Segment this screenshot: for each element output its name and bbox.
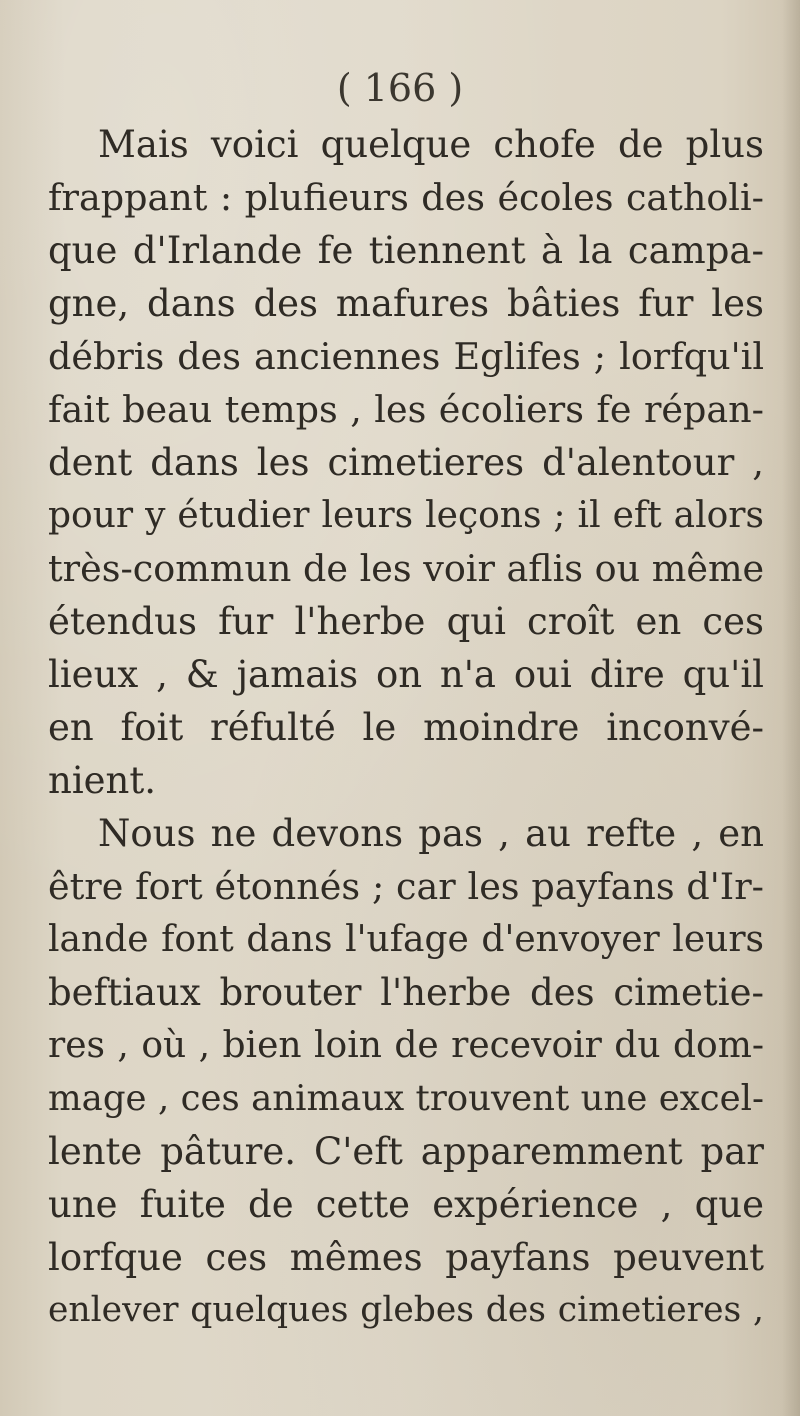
text-line: mage , ces animaux trouvent une excel-	[48, 1078, 764, 1119]
text-line: une fuite de cette expérience , que	[48, 1183, 764, 1226]
text-line: res , où , bien loin de recevoir du dom-	[48, 1025, 764, 1066]
text-line: nient.	[48, 759, 157, 802]
text-line: gne, dans des mafures bâties fur les	[48, 282, 764, 325]
body-text	[48, 118, 764, 1337]
text-line: frappant : plufieurs des écoles catholi-	[48, 176, 764, 219]
page-number: ( 166 )	[336, 66, 464, 110]
text-line: dent dans les cimetieres d'alentour ,	[48, 441, 764, 484]
text-line: débris des anciennes Eglifes ; lorfqu'il	[48, 335, 764, 378]
text-line: lieux , & jamais on n'a oui dire qu'il	[48, 653, 764, 696]
text-line: lente pâture. C'eft apparemment par	[48, 1130, 764, 1173]
text-line: lorfque ces mêmes payfans peuvent	[48, 1236, 764, 1279]
text-line: pour y étudier leurs leçons ; il eft alors	[48, 495, 764, 536]
text-line: Nous ne devons pas , au refte , en	[98, 812, 764, 855]
text-line: être fort étonnés ; car les payfans d'Ir-	[48, 865, 764, 908]
text-line: enlever quelques glebes des cimetieres ,	[48, 1290, 764, 1330]
text-line: beftiaux brouter l'herbe des cimetie-	[48, 971, 764, 1014]
text-line: en foit réfulté le moindre inconvé-	[48, 706, 764, 749]
text-line: fait beau temps , les écoliers fe répan-	[48, 388, 764, 431]
text-line: Mais voici quelque chofe de plus	[98, 123, 764, 166]
text-line: lande font dans l'ufage d'envoyer leurs	[48, 919, 764, 960]
text-line: étendus fur l'herbe qui croît en ces	[48, 600, 764, 643]
text-line: très-commun de les voir aflis ou même	[48, 547, 764, 590]
text-line: que d'Irlande fe tiennent à la campa-	[48, 229, 764, 272]
